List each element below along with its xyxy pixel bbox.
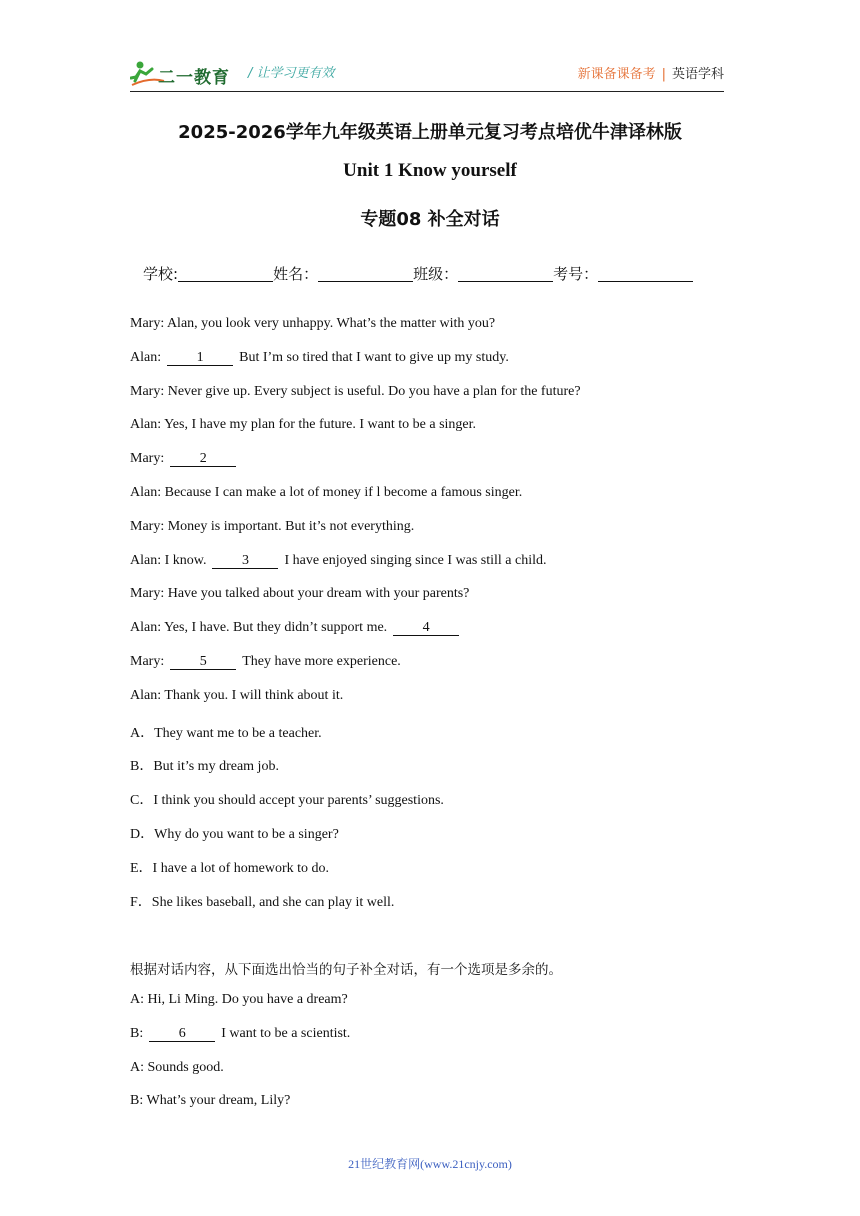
page-header xyxy=(130,55,724,91)
slogan: / 让学习更有效 xyxy=(248,66,335,81)
dialogue-line xyxy=(130,586,469,602)
line-text: Mary: Money is important. But it’s not everything. xyxy=(130,519,415,534)
option-item: D．Why do you want to be a singer? xyxy=(130,827,339,842)
dialogue-line xyxy=(130,992,348,1008)
dialogue-line xyxy=(130,553,547,569)
line-text: Mary: Have you talked about your dream with your parents? xyxy=(130,586,470,601)
header-subject: 英语学科 xyxy=(671,67,724,82)
line-text: A: Sounds good. xyxy=(130,1060,224,1075)
line-text: Mary: Never give up. Every subject is useful. Do you have a plan for the future? xyxy=(130,384,581,399)
line-text: Alan: Thank you. I will think about it. xyxy=(130,688,344,703)
option-item: A．They want me to be a teacher. xyxy=(130,726,322,741)
header-right xyxy=(578,63,724,82)
class-label: 班级： xyxy=(413,265,459,283)
line-text: Alan: xyxy=(130,350,162,365)
line-text-after: But I’m so tired that I want to give up my study. xyxy=(239,350,509,365)
page-title: 2025-2026学年九年级英语上册单元复习考点培优牛津译林版 xyxy=(178,122,682,143)
option-item: F．She likes baseball, and she can play it well. xyxy=(130,895,395,910)
section-instruction: 根据对话内容，从下面选出恰当的句子补全对话，有一个选项是多余的。 xyxy=(130,962,562,978)
name-label: 姓名： xyxy=(273,265,319,283)
name-field[interactable] xyxy=(318,266,413,282)
answer-blank[interactable]: 3 xyxy=(212,554,278,569)
line-text: B: xyxy=(130,1026,144,1041)
option-item: C．I think you should accept your parents’ suggestions. xyxy=(130,793,444,808)
line-text: Mary: xyxy=(130,654,165,669)
logo-text: 二一教育 xyxy=(158,68,230,88)
line-text-after: I have enjoyed singing since I was still a child. xyxy=(284,553,547,568)
line-text: Mary: xyxy=(130,451,165,466)
dialogue-line xyxy=(130,1026,350,1042)
header-tagline: 新课备课备考 xyxy=(577,67,656,82)
answer-blank[interactable]: 6 xyxy=(149,1027,215,1042)
class-field[interactable] xyxy=(458,266,553,282)
school-field[interactable] xyxy=(178,266,273,282)
dialogue-line xyxy=(130,485,522,501)
dialogue-line xyxy=(130,350,509,366)
line-text-after: I want to be a scientist. xyxy=(221,1026,351,1041)
number-label: 考号： xyxy=(553,265,599,283)
line-text: Alan: Yes, I have my plan for the future. I want to be a singer. xyxy=(130,417,477,432)
logo xyxy=(130,59,242,89)
dialogue-line xyxy=(130,417,476,433)
answer-blank[interactable]: 2 xyxy=(170,452,236,467)
dialogue-line xyxy=(130,451,242,467)
dialogue-line xyxy=(130,1060,224,1076)
page-footer: 21世纪教育网(www.21cnjy.com) xyxy=(348,1157,512,1171)
line-text: B: What’s your dream, Lily? xyxy=(130,1093,291,1108)
unit-title: Unit 1 Know yourself xyxy=(343,160,517,181)
answer-blank[interactable]: 5 xyxy=(170,655,236,670)
line-text: Alan: Because I can make a lot of money if l become a famous singer. xyxy=(130,485,523,500)
dialogue-line xyxy=(130,620,465,636)
answer-blank[interactable]: 4 xyxy=(393,621,459,636)
dialogue-line xyxy=(130,1093,290,1109)
line-text-after: They have more experience. xyxy=(242,654,401,669)
answer-blank[interactable]: 1 xyxy=(167,351,233,366)
topic-title: 专题08 补全对话 xyxy=(360,209,500,230)
dialogue-line xyxy=(130,519,414,535)
line-text: Mary: Alan, you look very unhappy. What’s the matter with you? xyxy=(130,316,496,331)
student-info-row xyxy=(143,263,693,284)
option-item: B．But it’s my dream job. xyxy=(130,759,279,774)
dialogue-line xyxy=(130,384,581,400)
option-item: E．I have a lot of homework to do. xyxy=(130,861,330,876)
school-label: 学校: xyxy=(143,265,179,283)
line-text: A: Hi, Li Ming. Do you have a dream? xyxy=(130,992,348,1007)
line-text: Alan: I know. xyxy=(130,553,207,568)
dialogue-line xyxy=(130,688,343,704)
header-divider xyxy=(130,91,724,92)
dialogue-line xyxy=(130,654,401,670)
line-text: Alan: Yes, I have. But they didn’t support me. xyxy=(130,620,388,635)
dialogue-line xyxy=(130,316,495,332)
number-field[interactable] xyxy=(598,266,693,282)
header-separator: | xyxy=(661,67,666,82)
